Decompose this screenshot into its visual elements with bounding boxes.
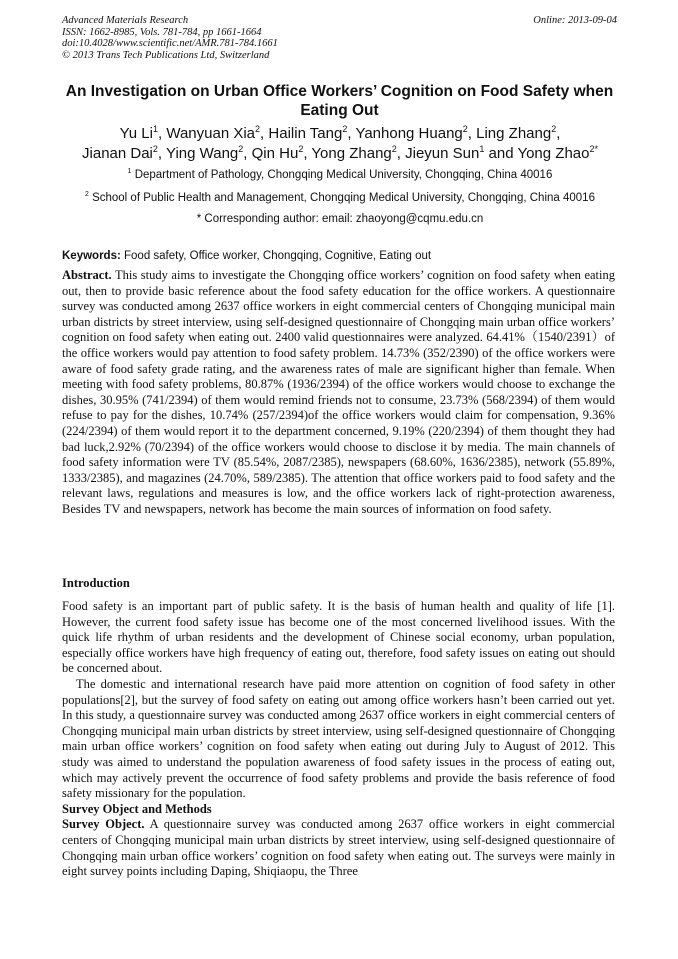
- author-separator: ,: [303, 145, 312, 162]
- author-name: Yanhong Huang: [355, 125, 463, 142]
- author-affiliation-marker: 2: [238, 144, 244, 154]
- affiliation-2-text: School of Public Health and Management, Chongqing Medical University, Chongqing, China 40016: [92, 192, 595, 204]
- author-affiliation-marker: 2: [152, 144, 158, 154]
- author-name: Jieyun Sun: [405, 145, 480, 162]
- author-affiliation-marker: 2: [298, 144, 304, 154]
- author-separator: ,: [260, 125, 269, 142]
- author-name: Qin Hu: [251, 145, 299, 162]
- journal-name: Advanced Materials Research: [62, 15, 189, 26]
- keywords-label: Keywords:: [62, 250, 121, 262]
- author-affiliation-marker: 2: [391, 144, 397, 154]
- author-affiliation-marker: 2: [255, 124, 261, 134]
- copyright-line: © 2013 Trans Tech Publications Ltd, Switzerland: [62, 49, 270, 61]
- author-separator: ,: [467, 125, 477, 142]
- author-affiliation-marker: 2: [462, 124, 468, 134]
- introduction-heading: Introduction: [62, 576, 130, 590]
- journal-header: [62, 15, 617, 61]
- intro-paragraph-1: Food safety is an important part of public safety. It is the basis of human health and quality of life [1]. However, the current food safety issue has become one of the most concerned livelihood issues. With the quick life rhythm of urban residents and the development of Chinese social economy, urban population, especially office workers have high frequency of eating out, therefore, food safety issues on eating out should be concerned about.: [62, 599, 615, 676]
- affiliation-2: [30, 191, 650, 205]
- keywords: [62, 249, 622, 263]
- author-name: Jianan Dai: [82, 145, 153, 162]
- author-list: [40, 124, 640, 164]
- author-separator: ,: [243, 145, 252, 162]
- introduction-body: [62, 599, 615, 880]
- author-separator: ,: [158, 125, 167, 142]
- survey-text: A questionnaire survey was conducted among 2637 office workers in eight commercial centers of Chongqing municipal main urban districts by street interview, using self-designed questionnaire of Chongqing main urban office workers’ cognition on food safety when eating out. The surveys were mainly in eight survey points including Daping, Shiqiaopu, the Three: [62, 817, 615, 879]
- author-affiliation-marker: 2: [551, 124, 557, 134]
- author-separator: ,: [157, 145, 166, 162]
- author-affiliation-marker: 1: [153, 124, 159, 134]
- abstract-text: This study aims to investigate the Chongqing office workers’ cognition on food safety when eating out, then to provide basic reference about the food safety education for the office workers. A questionnaire survey was conducted among 2637 office workers in eight commercial centers of Chongqing municipal main urban districts by street interview, using self-designed questionnaire of Chongqing main urban office workers’ cognition on food safety when eating out. 2400 valid questionnaires were analyzed. 64.41%（1540/2391）of the office workers would pay attention to food safety problem. 14.73% (352/2390) of the office workers were aware of food safety grade rating, and the awareness rates of male are significant higher than female. When meeting with food safety problems, 80.87% (1936/2394) of the office workers would choose to exchange the dishes, 30.95% (741/2394) of them would remind friends not to consume, 23.73% (568/2394) of them would refuse to pay for the dishes, 10.74% (257/2394)of the office workers would claim for compensation, 9.36% (224/2394) of them would report it to the department concerned, 9.19% (220/2394) of them thought they had bad luck,2.92% (70/2394) of the office workers would choose to disclose it by media. The main channels of food safety information were TV (85.54%, 2087/2385), newspapers (68.60%, 1636/2385), network (55.89%, 1333/2385), and magazines (24.70%, 589/2385). The attention that office workers paid to food safety and the relevant laws, regulations and measures is low, and the office workers lack of right-protection awareness, Besides TV and newspapers, network has become the main sources of information on food safety.: [62, 268, 615, 516]
- author-affiliation-marker: 1: [479, 144, 485, 154]
- affiliation-2-marker: 2: [85, 191, 89, 199]
- affiliation-1-text: Department of Pathology, Chongqing Medical University, Chongqing, China 40016: [134, 169, 553, 181]
- author-separator: and: [484, 145, 518, 162]
- affiliation-1: [30, 168, 650, 182]
- survey-paragraph: [62, 817, 615, 879]
- survey-subheading: Survey Object.: [62, 817, 145, 832]
- affiliation-1-marker: 1: [127, 168, 132, 176]
- survey-heading: Survey Object and Methods: [62, 801, 212, 816]
- author-name: Ying Wang: [166, 145, 239, 162]
- author-separator: ,: [396, 145, 406, 162]
- issn-line: ISSN: 1662-8985, Vols. 781-784, pp 1661-1664: [62, 26, 262, 38]
- author-name: Ling Zhang: [476, 125, 552, 142]
- abstract-label: Abstract.: [62, 268, 112, 282]
- corresponding-author: * Corresponding author: email: zhaoyong@cqmu.edu.cn: [196, 213, 484, 225]
- author-affiliation-marker: 2*: [589, 144, 598, 154]
- author-affiliation-marker: 2: [342, 124, 348, 134]
- author-separator: ,: [556, 125, 561, 142]
- author-name: Wanyuan Xia: [166, 125, 256, 142]
- doi-line: doi:10.4028/www.scientific.net/AMR.781-784.1661: [62, 38, 278, 49]
- paper-title: An Investigation on Urban Office Workers’ Cognition on Food Safety when Eating Out: [65, 83, 614, 119]
- keywords-text: Food safety, Office worker, Chongqing, Cognitive, Eating out: [124, 250, 432, 262]
- abstract: [62, 268, 615, 518]
- author-name: Yu Li: [119, 125, 153, 142]
- intro-paragraph-2: The domestic and international research have paid more attention on cognition of food safety in other populations[2], but the survey of food safety on eating out among office workers hasn’t been carried out yet. In this study, a questionnaire survey was conducted among 2637 office workers in eight commercial centers of Chongqing municipal main urban districts by street interview, using self-designed questionnaire of Chongqing main urban office workers’ cognition on food safety when eating out during July to August of 2012. This study was aimed to understand the population awareness of food safety issues in the process of eating out, which may actively prevent the occurrence of food safety problems and provide the basis reference of food safety missionary for the population.: [62, 676, 615, 801]
- online-date: Online: 2013-09-04: [533, 15, 617, 26]
- author-name: Yong Zhang: [311, 145, 392, 162]
- author-separator: ,: [347, 125, 356, 142]
- author-name: Hailin Tang: [268, 125, 343, 142]
- author-name: Yong Zhao: [517, 145, 590, 162]
